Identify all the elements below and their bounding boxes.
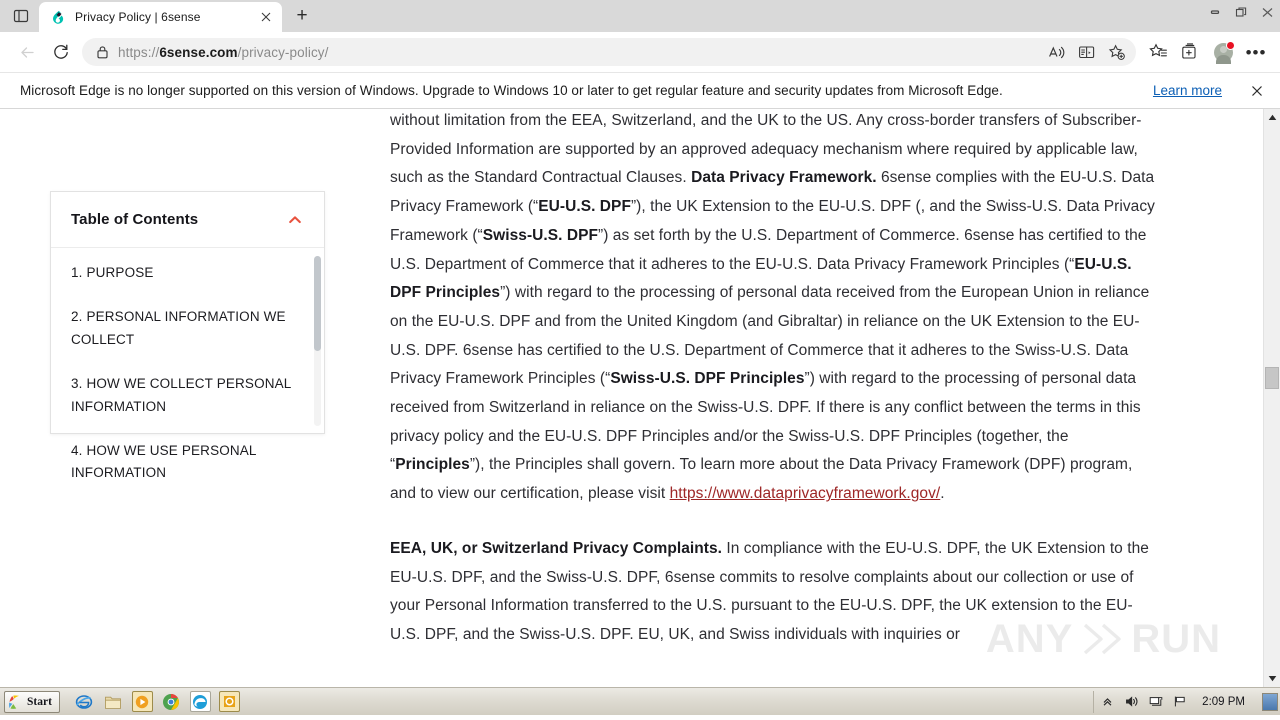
toc-column (0, 109, 390, 676)
taskbar-quick-launch (74, 691, 240, 712)
article-paragraph-1 (390, 107, 1158, 509)
watermark-text-left: ANY (985, 617, 1074, 661)
toc-scroll-thumb[interactable] (314, 256, 321, 351)
body-text: ”), the Principles shall govern. To learn more about the Data Privacy Framework (DPF) program, and to view our certification, please visit (390, 456, 1133, 503)
body-text: ”) with regard to the processing of personal data received from Switzerland in reliance on the Swiss-U.S. DPF. If there is any conflict between the terms in this privacy policy and the EU-U.S. DPF Principles and/or the Swiss-U.S. DPF Principles (together, the “ (390, 370, 1141, 474)
scroll-down-icon[interactable] (1264, 670, 1280, 687)
start-label: Start (27, 695, 52, 708)
close-window-icon[interactable] (1254, 1, 1280, 23)
address-bar[interactable] (82, 38, 1136, 66)
body-text: without limitation from the EEA, Switzerland, and the UK to the US. Any cross-border transfers of Subscriber-Provided Information are supported by an approved adequacy mechanism where required by applicable law, such as the Standard Contractual Clauses. (390, 112, 1142, 187)
notification-message: Microsoft Edge is no longer supported on this version of Windows. Upgrade to Windows 10 or later to get regular feature and security updates from Microsoft Edge. (20, 83, 1003, 98)
emphasis-text: EU-U.S. DPF Principles (390, 255, 1132, 302)
toolbar-right-actions (1142, 37, 1272, 67)
taskbar-clock[interactable]: 2:09 PM (1202, 695, 1245, 708)
favorites-icon[interactable] (1142, 37, 1174, 67)
tab-strip (0, 0, 1280, 32)
add-favorite-icon[interactable] (1102, 37, 1132, 67)
back-icon[interactable] (10, 37, 44, 67)
tab-title: Privacy Policy | 6sense (75, 10, 201, 24)
web-page-content (0, 109, 1263, 687)
update-notification-bar (0, 73, 1280, 109)
watermark-text-right: RUN (1131, 617, 1221, 661)
windows-taskbar (0, 687, 1280, 715)
privacy-policy-article (390, 109, 1218, 676)
body-text: In compliance with the EU-U.S. DPF, the UK Extension to the EU-U.S. DPF, and the Swiss-U.S. DPF, 6sense commits to resolve complaints about our collection or use of your Personal Information transferred to the U.S. pursuant to the EU-U.S. DPF, the UK extension to the EU-U.S. DPF, and the Swiss-U.S. DPF. EU, UK, and Swiss individuals with inquiries or (390, 539, 1149, 643)
toc-scrollbar[interactable] (314, 256, 321, 426)
body-text: ”) as set forth by the U.S. Department of Commerce. 6sense has certified to the U.S. Department of Commerce that it adheres to the EU-U.S. Data Privacy Framework Principles (“ (390, 226, 1147, 273)
toc-item-4[interactable]: 4. HOW WE USE PERSONAL INFORMATION (71, 443, 257, 481)
profile-avatar[interactable] (1206, 37, 1240, 67)
toc-title: Table of Contents (71, 211, 199, 228)
emphasis-text: Principles (395, 456, 470, 474)
dataprivacyframework-link[interactable]: https://www.dataprivacyframework.gov/ (669, 485, 941, 503)
system-tray (1093, 691, 1278, 713)
toc-item-2[interactable]: 2. PERSONAL INFORMATION WE COLLECT (71, 309, 286, 347)
minimize-icon[interactable] (1202, 1, 1228, 23)
restore-icon[interactable] (1228, 1, 1254, 23)
emphasis-text: Swiss-U.S. DPF (482, 226, 599, 244)
read-aloud-icon[interactable] (1042, 37, 1072, 67)
page-viewport (0, 109, 1280, 687)
settings-more-icon[interactable] (1240, 37, 1272, 67)
emphasis-text: Swiss-U.S. DPF Principles (610, 370, 805, 388)
emphasis-text: Data Privacy Framework. (691, 169, 877, 187)
browser-tab[interactable] (39, 2, 282, 32)
close-tab-icon[interactable] (256, 7, 276, 27)
profile-alert-badge (1226, 41, 1235, 50)
toc-list (51, 248, 324, 481)
start-button[interactable] (4, 691, 60, 713)
new-tab-button[interactable]: + (296, 5, 308, 26)
body-text: . (940, 485, 945, 503)
tab-actions-icon[interactable] (6, 2, 36, 30)
body-text: ”), the UK Extension to the EU-U.S. DPF (, and the Swiss-U.S. Data Privacy Framework (“ (390, 198, 1155, 244)
taskbar-file-explorer[interactable] (103, 691, 124, 712)
taskbar-internet-explorer[interactable] (74, 691, 95, 712)
body-text: ”) with regard to the processing of personal data received from the European Union in reliance on the EU-U.S. DPF and from the United Kingdom (and Gibraltar) in reliance on the UK Extension to the EU-U.S. DPF. 6sense has certified to the U.S. Department of Commerce that it adheres to the Swiss-U.S. Data Privacy Framework Principles (“ (390, 284, 1150, 388)
emphasis-text: EEA, UK, or Switzerland Privacy Complaints. (390, 539, 723, 557)
toc-header[interactable] (51, 192, 324, 248)
action-center-flag-icon[interactable] (1172, 694, 1187, 709)
address-bar-url[interactable]: https://6sense.com/privacy-policy/ (118, 44, 329, 60)
taskbar-edge[interactable] (190, 691, 211, 712)
more-glyph: ••• (1245, 42, 1267, 62)
body-text: 6sense complies with the EU-U.S. Data Privacy Framework (“ (390, 169, 1155, 216)
window-controls (1202, 0, 1280, 24)
dismiss-notification-icon[interactable] (1244, 78, 1270, 104)
taskbar-chrome[interactable] (161, 691, 182, 712)
collections-icon[interactable] (1174, 37, 1206, 67)
taskbar-office[interactable] (219, 691, 240, 712)
toc-item-1[interactable]: 1. PURPOSE (71, 265, 154, 280)
network-icon[interactable] (1148, 694, 1163, 709)
lock-icon[interactable] (88, 40, 116, 64)
learn-more-link[interactable]: Learn more (1152, 83, 1222, 98)
scroll-up-icon[interactable] (1264, 109, 1280, 126)
taskbar-media-player[interactable] (132, 691, 153, 712)
page-scrollbar[interactable] (1263, 109, 1280, 687)
immersive-reader-icon[interactable] (1072, 37, 1102, 67)
refresh-icon[interactable] (44, 37, 78, 67)
show-hidden-icons-icon[interactable] (1100, 694, 1115, 709)
toc-item-3[interactable]: 3. HOW WE COLLECT PERSONAL INFORMATION (71, 376, 291, 414)
show-desktop-button[interactable] (1262, 693, 1278, 711)
omnibox-actions (1042, 37, 1132, 67)
page-scroll-thumb[interactable] (1265, 367, 1279, 389)
article-paragraph-2 (390, 535, 1158, 650)
6sense-favicon-icon (49, 9, 66, 26)
chevron-up-icon[interactable] (284, 209, 306, 231)
table-of-contents-panel (50, 191, 325, 481)
emphasis-text: EU-U.S. DPF (538, 198, 631, 216)
volume-icon[interactable] (1124, 694, 1139, 709)
browser-toolbar (0, 32, 1280, 73)
windows-logo-icon (8, 694, 23, 709)
